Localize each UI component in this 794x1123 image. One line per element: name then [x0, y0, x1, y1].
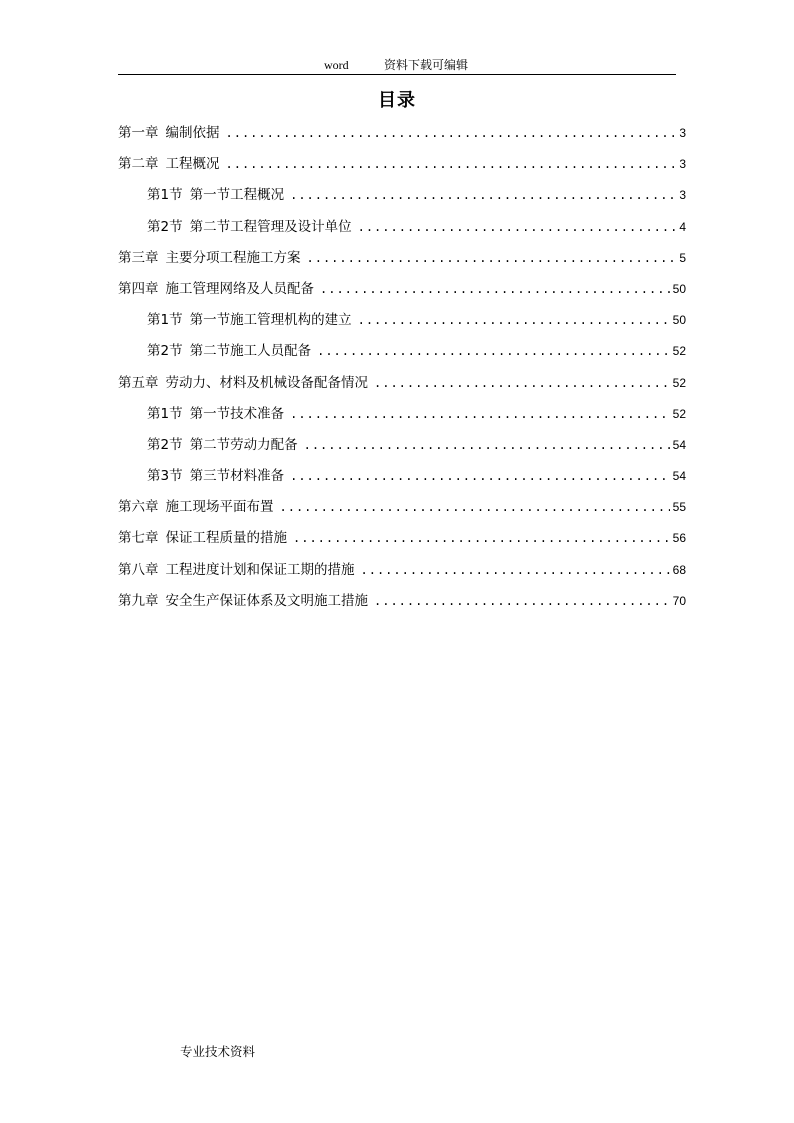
toc-dot-leader: [317, 341, 670, 361]
toc-title: 目录: [378, 90, 416, 111]
toc-entry[interactable]: [118, 404, 686, 435]
toc-entry-number: 第2节: [147, 218, 183, 235]
toc-entry-number: 第2节: [147, 343, 183, 360]
toc-dot-leader: [361, 560, 670, 580]
toc-dot-leader: [290, 404, 670, 424]
toc-entry-number: 第七章: [118, 530, 159, 547]
toc-entry-title: 第二节施工人员配备: [189, 343, 312, 360]
toc-entry-page: 52: [672, 406, 686, 421]
toc-entry-page: 50: [672, 281, 686, 296]
toc-dot-leader: [290, 466, 670, 486]
toc-entry[interactable]: [118, 123, 686, 154]
toc-entry-number: 第三章: [118, 249, 159, 266]
toc-dot-leader: [374, 591, 670, 611]
toc-entry-title: 保证工程质量的措施: [165, 530, 287, 547]
toc-dot-leader: [304, 435, 670, 455]
toc-entry-title: 施工现场平面布置: [165, 499, 274, 516]
toc-entry-page: 70: [672, 593, 686, 608]
toc-entry-title: 劳动力、材料及机械设备配备情况: [165, 374, 368, 391]
toc-entry[interactable]: [118, 248, 686, 279]
toc-dot-leader: [320, 279, 670, 299]
toc-entry[interactable]: [118, 466, 686, 497]
toc-entry-number: 第1节: [147, 312, 183, 329]
toc-entry[interactable]: [118, 591, 686, 622]
toc-entry-page: 55: [672, 500, 686, 515]
toc-entry-number: 第1节: [147, 187, 183, 204]
toc-dot-leader: [226, 154, 677, 174]
toc-entry[interactable]: [118, 497, 686, 528]
toc-entry[interactable]: [118, 373, 686, 404]
toc-entry-number: 第六章: [118, 499, 159, 516]
page-header: [118, 56, 676, 75]
toc-entry-title: 主要分项工程施工方案: [165, 249, 301, 266]
toc-entry-page: 3: [679, 157, 686, 172]
toc-entry-page: 3: [679, 126, 686, 140]
toc-entry-page: 52: [672, 344, 686, 359]
toc-dot-leader: [226, 123, 677, 143]
toc-entry-page: 54: [672, 437, 686, 452]
header-left-text: word: [324, 58, 349, 72]
toc-entry[interactable]: [118, 528, 686, 559]
toc-entry[interactable]: [118, 310, 686, 341]
toc-entry-title: 第二节工程管理及设计单位: [189, 218, 352, 235]
toc-entry-title: 编制依据: [165, 125, 220, 141]
toc-dot-leader: [290, 185, 676, 205]
toc-entry-title: 施工管理网络及人员配备: [165, 280, 314, 297]
toc-entry-number: 第3节: [147, 468, 183, 485]
toc-entry-number: 第四章: [118, 280, 159, 297]
toc-entry-title: 第一节施工管理机构的建立: [189, 312, 352, 329]
toc-dot-leader: [358, 310, 670, 330]
toc-entry-title: 安全生产保证体系及文明施工措施: [165, 592, 368, 609]
toc-entry[interactable]: [118, 341, 686, 372]
toc-entry-number: 第2节: [147, 436, 183, 453]
toc-entry-page: 56: [672, 531, 686, 546]
toc-entry-number: 第1节: [147, 405, 183, 422]
toc-entry-title: 工程概况: [165, 156, 220, 173]
toc-entry[interactable]: [118, 217, 686, 248]
toc-entry-page: 3: [679, 188, 686, 203]
toc-dot-leader: [293, 528, 670, 548]
toc-entry-page: 4: [679, 219, 686, 234]
toc-entry-title: 第一节工程概况: [189, 187, 285, 204]
toc-entry-title: 工程进度计划和保证工期的措施: [165, 561, 355, 578]
toc-entry-title: 第一节技术准备: [189, 405, 285, 422]
toc-entry[interactable]: [118, 279, 686, 310]
toc-entry-number: 第二章: [118, 156, 159, 173]
toc-entry[interactable]: [118, 154, 686, 185]
toc-entry-page: 54: [672, 469, 686, 484]
toc-entry-number: 第九章: [118, 592, 159, 609]
toc-dot-leader: [358, 217, 677, 237]
toc-entry-number: 第八章: [118, 561, 159, 578]
toc-entry-number: 第五章: [118, 374, 159, 391]
toc-entry-title: 第二节劳动力配备: [189, 436, 298, 453]
toc-dot-leader: [280, 497, 670, 517]
page-footer: 专业技术资料: [180, 1044, 256, 1059]
toc-entry[interactable]: [118, 185, 686, 216]
toc-entry-title: 第三节材料准备: [189, 468, 285, 485]
toc-dot-leader: [307, 248, 677, 268]
header-right-text: 资料下载可编辑: [384, 58, 469, 72]
toc-entry-number: 第一章: [118, 125, 159, 141]
toc-dot-leader: [374, 373, 670, 393]
toc-entry-page: 50: [672, 313, 686, 328]
toc-entry-page: 5: [679, 250, 686, 265]
toc-entry-page: 68: [672, 562, 686, 577]
toc-entry-page: 52: [672, 375, 686, 390]
toc-entry[interactable]: [118, 560, 686, 591]
table-of-contents: [118, 123, 686, 622]
toc-entry[interactable]: [118, 435, 686, 466]
